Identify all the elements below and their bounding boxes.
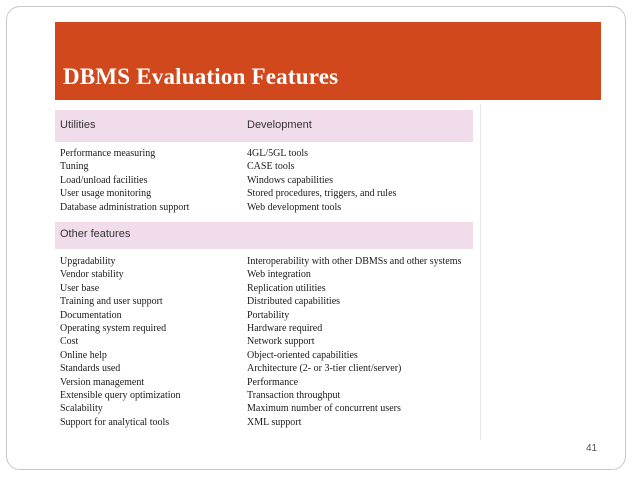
utilities-list <box>60 147 189 214</box>
list-item: Distributed capabilities <box>247 296 341 308</box>
list-item: Tuning <box>60 161 89 173</box>
list-item: Object-oriented capabilities <box>247 349 358 361</box>
list-item: Performance measuring <box>60 148 156 159</box>
list-item: Standards used <box>60 363 121 375</box>
list-item: Scalability <box>60 403 103 415</box>
list-item: Architecture (2- or 3-tier client/server) <box>247 363 402 375</box>
features-table <box>55 104 481 440</box>
other-features-left-list <box>60 255 181 429</box>
list-item: User usage monitoring <box>60 188 152 200</box>
list-item: Hardware required <box>247 323 323 335</box>
list-item: Portability <box>247 309 290 321</box>
list-item: Windows capabilities <box>247 174 333 186</box>
slide-title: DBMS Evaluation Features <box>63 64 339 89</box>
list-item: CASE tools <box>247 161 295 173</box>
list-item: XML support <box>247 416 302 428</box>
other-features-right-list <box>247 255 461 429</box>
list-item: 4GL/5GL tools <box>247 148 309 159</box>
utilities-header: Utilities <box>60 119 96 131</box>
list-item: Cost <box>60 336 79 348</box>
list-item: Load/unload facilities <box>60 174 148 186</box>
list-item: Web integration <box>247 269 311 281</box>
list-item: Documentation <box>60 309 122 321</box>
list-item: Web development tools <box>247 201 342 213</box>
list-item: Performance <box>247 376 299 388</box>
list-item: Network support <box>247 336 315 348</box>
list-item: Operating system required <box>60 323 167 335</box>
list-item: Vendor stability <box>60 269 124 281</box>
list-item: Transaction throughput <box>247 390 341 402</box>
list-item: Upgradability <box>60 256 116 267</box>
list-item: Maximum number of concurrent users <box>247 403 401 415</box>
list-item: User base <box>60 282 100 294</box>
list-item: Online help <box>60 349 107 361</box>
list-item: Training and user support <box>60 296 163 308</box>
development-list <box>247 147 396 214</box>
title-bar <box>55 22 601 100</box>
list-item: Database administration support <box>60 201 190 213</box>
development-header: Development <box>247 119 312 131</box>
list-item: Interoperability with other DBMSs and other systems <box>247 256 462 267</box>
list-item: Extensible query optimization <box>60 390 181 402</box>
list-item: Replication utilities <box>247 282 326 294</box>
list-item: Version management <box>60 376 145 388</box>
list-item: Support for analytical tools <box>60 416 170 428</box>
other-features-header: Other features <box>60 228 131 240</box>
list-item: Stored procedures, triggers, and rules <box>247 188 397 200</box>
page-number: 41 <box>586 443 598 454</box>
